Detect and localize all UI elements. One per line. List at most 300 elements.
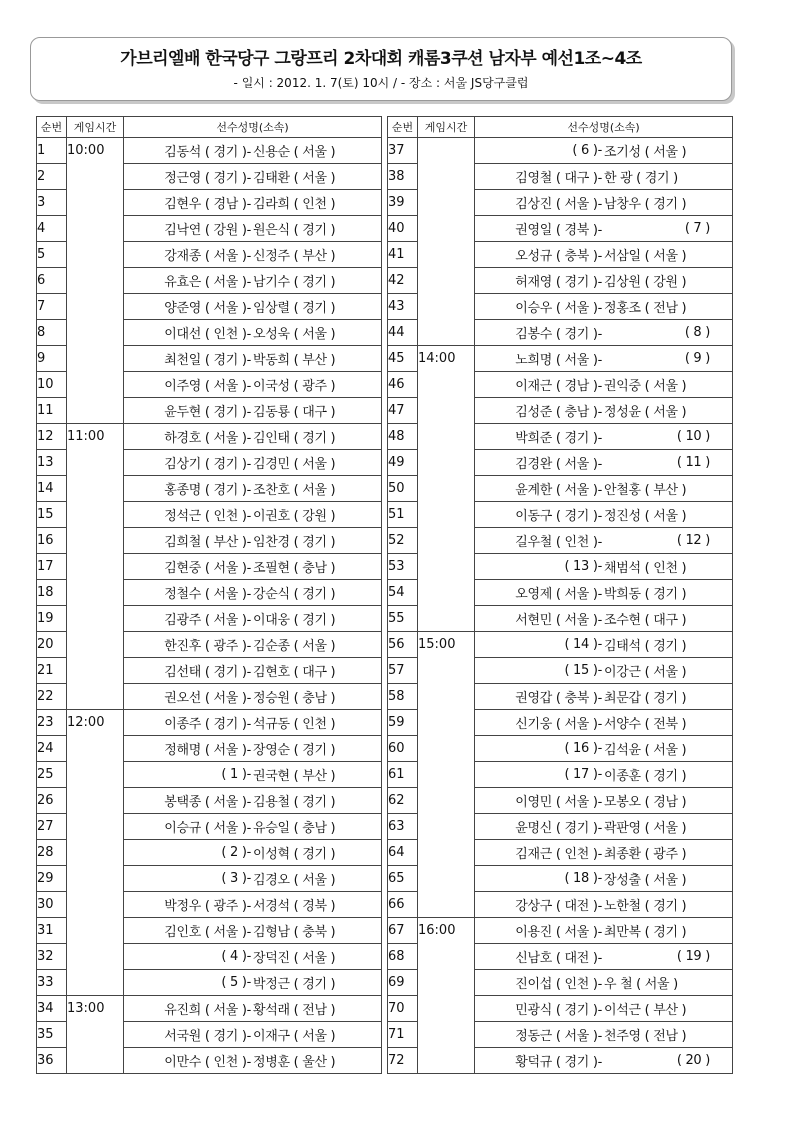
game-time [67,320,124,346]
game-time [67,346,124,372]
player-b: 곽판영 ( 서울 ) [604,821,687,836]
table-row [37,190,382,216]
player-pair [124,996,382,1022]
player-a: 오영제 ( 서울 )- [515,587,602,602]
game-number: 49 [388,450,418,476]
table-row [37,658,382,684]
player-a: 유효은 ( 서울 )- [164,275,251,290]
player-b: 임상렬 ( 경기 ) [253,301,336,316]
player-a: 김상진 ( 서울 )- [515,197,602,212]
player-pair [475,424,733,450]
game-time [418,190,475,216]
player-pair [475,1022,733,1048]
table-row [37,268,382,294]
player-pair [475,476,733,502]
player-a: 이승규 ( 서울 )- [164,821,251,836]
player-pair [475,190,733,216]
player-b: 김경민 ( 서울 ) [253,457,336,472]
game-number: 61 [388,762,418,788]
player-a: 이대선 ( 인천 )- [164,327,251,342]
player-a: 정해명 ( 서울 )- [164,743,251,758]
player-b: 박희동 ( 경기 ) [604,587,687,602]
player-a: 김희철 ( 부산 )- [164,535,251,550]
table-row [388,216,733,242]
player-a: 김광주 ( 서울 )- [164,613,251,628]
player-pair [124,1022,382,1048]
table-row [388,1022,733,1048]
game-number: 65 [388,866,418,892]
table-row [37,762,382,788]
player-pair [475,372,733,398]
player-pair [475,164,733,190]
player-a: 홍종명 ( 경기 )- [164,483,251,498]
player-a: 이종주 ( 경기 )- [164,717,251,732]
player-pair [124,554,382,580]
game-time [418,1048,475,1074]
player-pair [475,294,733,320]
game-time [67,892,124,918]
table-row [37,242,382,268]
player-a: 윤명신 ( 경기 )- [515,821,602,836]
player-b: 이대웅 ( 경기 ) [253,613,336,628]
player-a: 이만수 ( 인천 )- [164,1055,251,1070]
game-number: 23 [37,710,67,736]
player-a: 진이섭 ( 인천 )- [515,977,602,992]
game-time [67,632,124,658]
game-number: 58 [388,684,418,710]
game-time [67,1048,124,1074]
game-number: 60 [388,736,418,762]
player-a: ( 3 )- [221,871,251,886]
player-pair [475,606,733,632]
game-number: 20 [37,632,67,658]
player-pair [475,580,733,606]
game-number: 70 [388,996,418,1022]
player-b: 김동룡 ( 대구 ) [253,405,336,420]
game-number: 30 [37,892,67,918]
table-row [388,398,733,424]
game-time [418,424,475,450]
table-row [37,502,382,528]
player-a: ( 18 )- [564,871,602,886]
table-row [37,528,382,554]
player-a: 길우철 ( 인천 )- [515,535,602,550]
table-row [37,1048,382,1074]
player-b: 김경오 ( 서울 ) [253,873,336,888]
table-row [388,840,733,866]
game-time [67,840,124,866]
game-time [67,788,124,814]
player-pair [124,450,382,476]
game-time [67,918,124,944]
player-b: 조수현 ( 대구 ) [604,613,687,628]
player-b: 조기성 ( 서울 ) [604,145,687,160]
game-number: 72 [388,1048,418,1074]
game-number: 2 [37,164,67,190]
game-number: 41 [388,242,418,268]
player-b: 모봉오 ( 경남 ) [604,795,687,810]
game-number: 26 [37,788,67,814]
game-number: 62 [388,788,418,814]
table-row [388,138,733,164]
player-pair [475,892,733,918]
game-number: 28 [37,840,67,866]
player-a: 이영민 ( 서울 )- [515,795,602,810]
game-time [418,736,475,762]
game-time [418,1022,475,1048]
table-row [37,398,382,424]
player-pair [124,944,382,970]
game-number: 34 [37,996,67,1022]
player-pair [124,164,382,190]
table-header-row [37,117,382,138]
player-b: 이재구 ( 서울 ) [253,1029,336,1044]
game-number: 68 [388,944,418,970]
player-b: 권익중 ( 서울 ) [604,379,687,394]
player-a: 정근영 ( 경기 )- [164,171,251,186]
table-row [37,970,382,996]
game-time [67,216,124,242]
game-number: 55 [388,606,418,632]
player-a: 신남호 ( 대전 )- [515,951,602,966]
player-a: 김경완 ( 서울 )- [515,457,602,472]
player-b: 최문갑 ( 경기 ) [604,691,687,706]
game-time [67,762,124,788]
player-pair [475,242,733,268]
player-a: 이승우 ( 서울 )- [515,301,602,316]
game-time [418,554,475,580]
player-pair [124,268,382,294]
game-number: 3 [37,190,67,216]
player-a: 김현중 ( 서울 )- [164,561,251,576]
player-pair [124,216,382,242]
game-time [67,164,124,190]
game-time [67,736,124,762]
game-number: 19 [37,606,67,632]
player-b: 김태환 ( 서울 ) [253,171,336,186]
header-box [30,37,732,101]
player-b: 석규동 ( 인천 ) [253,717,336,732]
player-a: ( 14 )- [564,637,602,652]
player-pair [475,268,733,294]
schedule-table-left [36,116,382,1074]
game-number: 63 [388,814,418,840]
page-title: 가브리엘배 한국당구 그랑프리 2차대회 캐롬3쿠션 남자부 예선1조~4조 [120,49,642,69]
table-row [388,294,733,320]
player-b: 정성윤 ( 서울 ) [604,405,687,420]
player-pair [124,892,382,918]
player-a: 권영일 ( 경북 )- [515,223,602,238]
table-row [37,814,382,840]
player-b: 김상원 ( 강원 ) [604,275,687,290]
game-time: 14:00 [418,346,475,372]
player-b: 김순종 ( 서울 ) [253,639,336,654]
game-time [67,814,124,840]
game-time [67,242,124,268]
player-a: 김성준 ( 충남 )- [515,405,602,420]
game-number: 12 [37,424,67,450]
schedule-body-right [388,138,733,1074]
player-a: 정철수 ( 서울 )- [164,587,251,602]
game-time: 10:00 [67,138,124,164]
column-header-time: 게임시간 [67,117,124,138]
player-pair [475,502,733,528]
game-time [418,242,475,268]
player-a: 윤두현 ( 경기 )- [164,405,251,420]
player-a: 정동근 ( 서울 )- [515,1029,602,1044]
game-number: 18 [37,580,67,606]
game-number: 42 [388,268,418,294]
player-a: 하경호 ( 서울 )- [164,431,251,446]
player-a: 김선태 ( 경기 )- [164,665,251,680]
game-time [418,892,475,918]
player-a: 허재영 ( 경기 )- [515,275,602,290]
player-b: 김인태 ( 경기 ) [253,431,336,446]
player-a: 김동석 ( 경기 )- [164,145,251,160]
player-b: 임찬경 ( 경기 ) [253,535,336,550]
game-time [67,450,124,476]
player-b: 이강근 ( 서울 ) [604,665,687,680]
game-time: 11:00 [67,424,124,450]
table-row [388,918,733,944]
game-number: 59 [388,710,418,736]
table-row [388,190,733,216]
player-b: 이권호 ( 강원 ) [253,509,336,524]
game-number: 4 [37,216,67,242]
player-pair [475,398,733,424]
table-row [37,944,382,970]
game-time [67,294,124,320]
player-b: 김용철 ( 경기 ) [253,795,336,810]
player-pair [124,190,382,216]
player-b: 채범석 ( 인천 ) [604,561,687,576]
player-pair [475,996,733,1022]
player-a: 신기웅 ( 서울 )- [515,717,602,732]
schedule-body-left [37,138,382,1074]
table-row [37,840,382,866]
player-b: 장성출 ( 서울 ) [604,873,687,888]
column-header-no: 순번 [388,117,418,138]
table-row [37,632,382,658]
table-row [388,320,733,346]
game-time [67,1022,124,1048]
game-number: 64 [388,840,418,866]
player-pair [475,138,733,164]
table-row [37,580,382,606]
player-pair [124,398,382,424]
player-pair [124,840,382,866]
game-number: 21 [37,658,67,684]
player-b: ( 10 ) [676,429,710,444]
game-number: 52 [388,528,418,554]
game-time [418,684,475,710]
column-header-no: 순번 [37,117,67,138]
game-time [418,762,475,788]
game-time [67,580,124,606]
player-a: 권오선 ( 서울 )- [164,691,251,706]
game-time [418,840,475,866]
game-number: 1 [37,138,67,164]
page-subtitle: - 일시 : 2012. 1. 7(토) 10시 / - 장소 : 서울 JS당구클럽 [233,76,529,90]
table-row [37,1022,382,1048]
player-a: 서현민 ( 서울 )- [515,613,602,628]
game-time [67,684,124,710]
player-a: 권영갑 ( 충북 )- [515,691,602,706]
game-time [418,658,475,684]
game-number: 24 [37,736,67,762]
game-number: 69 [388,970,418,996]
game-number: 71 [388,1022,418,1048]
game-number: 25 [37,762,67,788]
game-number: 39 [388,190,418,216]
game-number: 51 [388,502,418,528]
player-a: ( 5 )- [221,975,251,990]
table-row [388,944,733,970]
player-pair [124,918,382,944]
player-pair [475,788,733,814]
player-pair [124,1048,382,1074]
table-row [37,294,382,320]
player-pair [124,528,382,554]
game-number: 47 [388,398,418,424]
table-row [388,372,733,398]
player-b: ( 19 ) [676,949,710,964]
player-pair [124,580,382,606]
table-row [388,658,733,684]
table-row [388,762,733,788]
game-number: 37 [388,138,418,164]
player-pair [124,658,382,684]
game-time [418,450,475,476]
player-b: ( 12 ) [676,533,710,548]
game-time [418,788,475,814]
table-row [37,476,382,502]
player-pair [124,424,382,450]
table-row [388,892,733,918]
player-pair [475,346,733,372]
player-pair [475,632,733,658]
player-pair [124,372,382,398]
game-number: 9 [37,346,67,372]
player-b: 최만복 ( 경기 ) [604,925,687,940]
table-row [388,1048,733,1074]
table-row [37,372,382,398]
player-a: 민광식 ( 경기 )- [515,1003,602,1018]
game-time [67,502,124,528]
table-row [388,710,733,736]
player-a: 이주영 ( 서울 )- [164,379,251,394]
player-b: ( 20 ) [676,1053,710,1068]
game-time [418,944,475,970]
player-b: 정홍조 ( 전남 ) [604,301,687,316]
game-number: 53 [388,554,418,580]
player-a: 황덕규 ( 경기 )- [515,1055,602,1070]
table-row [388,736,733,762]
player-a: 박정우 ( 광주 )- [164,899,251,914]
game-number: 27 [37,814,67,840]
player-a: 이재근 ( 경남 )- [515,379,602,394]
table-row [388,346,733,372]
player-b: 박동희 ( 부산 ) [253,353,336,368]
player-b: 박정근 ( 경기 ) [253,977,336,992]
player-a: 이용진 ( 서울 )- [515,925,602,940]
player-pair [475,450,733,476]
game-time [418,398,475,424]
player-b: 정병훈 ( 울산 ) [253,1055,336,1070]
player-pair [475,944,733,970]
table-row [388,424,733,450]
player-pair [124,866,382,892]
game-time [67,398,124,424]
game-number: 22 [37,684,67,710]
game-number: 66 [388,892,418,918]
table-row [37,736,382,762]
game-time [418,372,475,398]
game-time [67,528,124,554]
player-a: 한진후 ( 광주 )- [164,639,251,654]
game-time [67,970,124,996]
table-row [37,138,382,164]
player-b: ( 11 ) [676,455,710,470]
game-time [418,320,475,346]
table-row [388,242,733,268]
player-b: 신정주 ( 부산 ) [253,249,336,264]
player-pair [124,476,382,502]
game-number: 54 [388,580,418,606]
player-pair [124,502,382,528]
table-row [37,866,382,892]
player-b: 천주영 ( 전남 ) [604,1029,687,1044]
game-number: 44 [388,320,418,346]
column-header-time: 게임시간 [418,117,475,138]
game-time [418,970,475,996]
player-a: 김영철 ( 대구 )- [515,171,602,186]
player-pair [475,814,733,840]
player-a: 김상기 ( 경기 )- [164,457,251,472]
player-a: 양준영 ( 서울 )- [164,301,251,316]
game-number: 46 [388,372,418,398]
player-a: 김봉수 ( 경기 )- [515,327,602,342]
player-pair [475,918,733,944]
table-row [388,476,733,502]
game-time: 16:00 [418,918,475,944]
game-number: 29 [37,866,67,892]
table-row [388,970,733,996]
column-header-players: 선수성명(소속) [124,117,382,138]
game-number: 5 [37,242,67,268]
player-b: ( 8 ) [684,325,710,340]
player-b: 서경석 ( 경북 ) [253,899,336,914]
game-number: 16 [37,528,67,554]
table-row [37,918,382,944]
player-a: ( 2 )- [221,845,251,860]
player-b: 김형남 ( 충북 ) [253,925,336,940]
table-row [388,450,733,476]
game-number: 48 [388,424,418,450]
game-time [67,606,124,632]
game-number: 15 [37,502,67,528]
player-pair [124,346,382,372]
player-pair [475,762,733,788]
game-number: 7 [37,294,67,320]
player-a: ( 16 )- [564,741,602,756]
game-time [418,502,475,528]
table-row [37,164,382,190]
player-b: 조필현 ( 충남 ) [253,561,336,576]
player-b: 오성욱 ( 서울 ) [253,327,336,342]
player-b: 이국성 ( 광주 ) [253,379,336,394]
player-b: 남기수 ( 경기 ) [253,275,336,290]
